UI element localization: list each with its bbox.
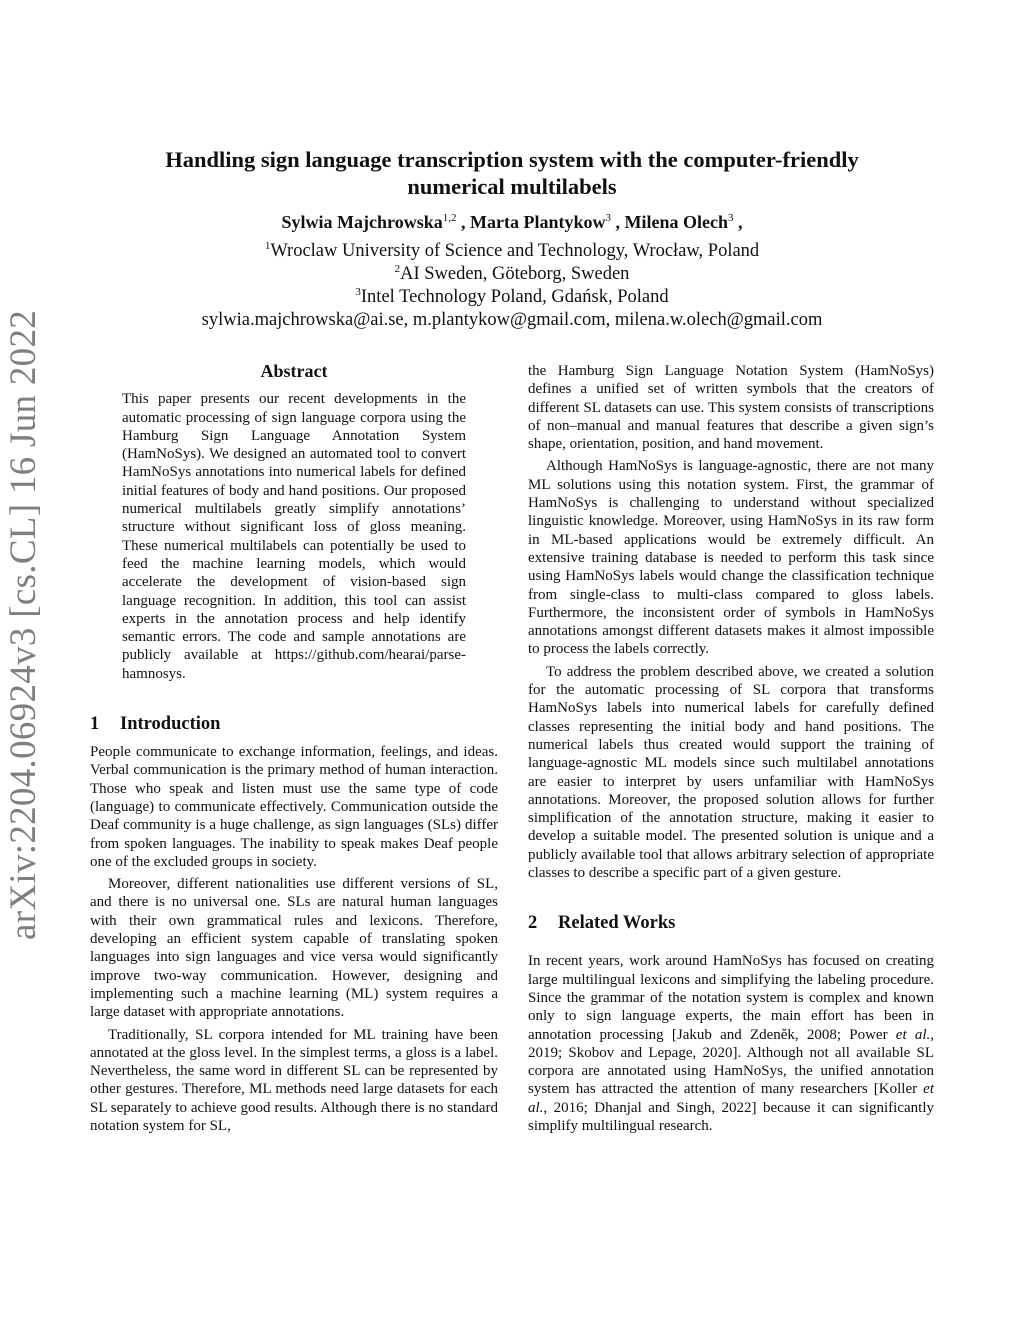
intro-paragraph: Moreover, different nationalities use different versions of SL, and there is no universal one. SLs are natural human languages with their own grammatical rules and lexicons. Therefore, developing an efficient system capable of translating spoken languages into sign languages and vice versa would significantly improve two-way communication. However, designing and implementing such a machine learning (ML) system requires a large dataset with appropriate annotations. [90, 876, 498, 1021]
abstract-heading: Abstract [260, 361, 328, 381]
author-name: Sylwia Majchrowska [281, 212, 443, 232]
section-title: Related Works [558, 913, 676, 934]
related-works-paragraph [528, 952, 934, 1135]
affiliation-sup: 3 [355, 286, 361, 298]
section-number: 2 [528, 913, 538, 934]
affiliation-sup: 2 [394, 263, 401, 275]
author-separator: , [610, 212, 625, 232]
section-heading-related-works [528, 912, 934, 934]
author-separator: , [456, 212, 470, 232]
section-number: 1 [90, 714, 100, 735]
text-run: , 2019; Skobov and Lepage, 2020]. Although not all available SL corpora are annotated using HamNoSys, the unified annotation system has attracted the attention of many researchers [Koller [528, 1026, 934, 1098]
affiliation [120, 263, 904, 286]
intro-paragraph: Traditionally, SL corpora intended for ML training have been annotated at the gloss level. In the simplest terms, a gloss is a label. Nevertheless, the same word in different SL can be represented by other gestures. Therefore, ML methods need large datasets for each SL separately to achieve good results. Although there is no standard notation system for SL, [90, 1026, 498, 1134]
abstract-text: This paper presents our recent developments in the automatic processing of sign language corpora using the Hamburg Sign Language Annotation System (HamNoSys). We designed an automated tool to convert HamNoSys annotations into numerical labels for defined initial features of body and hand positions. Our proposed numerical multilabels greatly simplify annotations’ structure without significant loss of gloss meaning. These numerical multilabels can potentially be used to feed the machine learning models, which would accelerate the development of vision-based sign language recognition. In addition, this tool can assist experts in the annotation process and help identify semantic errors. The code and sample annotations are publicly available at https://github.com/hearai/parse-hamnosys. [122, 391, 466, 682]
abstract-body [122, 390, 466, 683]
affiliation [120, 240, 904, 263]
author-affil-sup: 1,2 [442, 212, 457, 224]
text-run: , 2016; Dhanjal and Singh, 2022] because it can significantly simplify multilingual research. [528, 1099, 934, 1134]
body-paragraph: the Hamburg Sign Language Notation System (HamNoSys) defines a unified set of written symbols that the creators of different SL datasets can use. This system consists of transcriptions of non–manual and manual features that describe a given sign’s shape, orientation, position, and hand movement. [528, 363, 934, 453]
section-heading-introduction [90, 713, 498, 735]
affiliation [120, 286, 904, 309]
author-affil-sup: 3 [605, 212, 611, 224]
affiliation-sup: 1 [264, 240, 271, 252]
text-run-italic: et al. [895, 1026, 931, 1043]
affiliation-text: AI Sweden, Göteborg, Sweden [400, 264, 630, 284]
section-title: Introduction [120, 714, 221, 735]
author-list [120, 210, 904, 234]
affiliation-text: Intel Technology Poland, Gdańsk, Poland [360, 287, 669, 307]
arxiv-identifier: arXiv:2204.06924v3 [cs.CL] 16 Jun 2022 [3, 309, 44, 940]
text-run-italic: et al. [528, 1081, 934, 1116]
paper-title: Handling sign language transcription system with the computer-friendly numerical multilabels [165, 147, 859, 199]
affiliation-text: Wroclaw University of Science and Technology, Wrocław, Poland [270, 241, 760, 261]
author-name: Marta Plantykow [469, 212, 606, 232]
author-affil-sup: 3 [727, 212, 734, 224]
body-paragraph: Although HamNoSys is language-agnostic, there are not many ML solutions using this notation system. First, the grammar of HamNoSys is challenging to understand without specialized linguistic knowledge. Moreover, using HamNoSys in its raw form in ML-based applications would be extremely difficult. An extensive training database is needed to perform this task since using HamNoSys labels would change the classification technique from single-class to multi-class compared to gloss labels. Furthermore, the inconsistent order of symbols in HamNoSys annotations amongst different datasets makes it almost impossible to process the labels correctly. [528, 458, 934, 658]
right-column [528, 362, 934, 1139]
author-separator: , [733, 212, 743, 232]
author-emails: sylwia.majchrowska@ai.se, m.plantykow@gmail.com, milena.w.olech@gmail.com [201, 310, 823, 330]
body-paragraph: To address the problem described above, we created a solution for the automatic processing of SL corpora that transforms HamNoSys labels into numerical labels for carefully defined classes representing the initial body and hand positions. The numerical labels thus created would support the training of language-agnostic ML models since such multilabel annotations are easier to interpret by users unfamiliar with HamNoSys annotations. Moreover, the proposed solution allows for further simplification of the annotation structure, making it easier to develop a suitable model. The presented solution is unique and a publicly available tool that allows arbitrary selection of appropriate classes to describe a specific part of a given gesture. [528, 663, 934, 882]
text-run: In recent years, work around HamNoSys has focused on creating large multilingual lexicons and simplifying the labeling procedure. Since the grammar of the notation system is complex and known only to sign language experts, the main effort has been in annotation processing [Jakub and Zdeněk, 2008; Power [528, 953, 934, 1043]
intro-paragraph: People communicate to exchange information, feelings, and ideas. Verbal communication is the primary method of human interaction. Those who speak and listen must use the same type of code (language) to communicate effectively. Communication outside the Deaf community is a huge challenge, as sign languages (SLs) differ from spoken languages. The inability to speak makes Deaf people one of the excluded groups in society. [90, 744, 498, 870]
left-column [90, 362, 498, 1139]
abstract [90, 362, 498, 683]
author-name: Milena Olech [624, 212, 728, 232]
